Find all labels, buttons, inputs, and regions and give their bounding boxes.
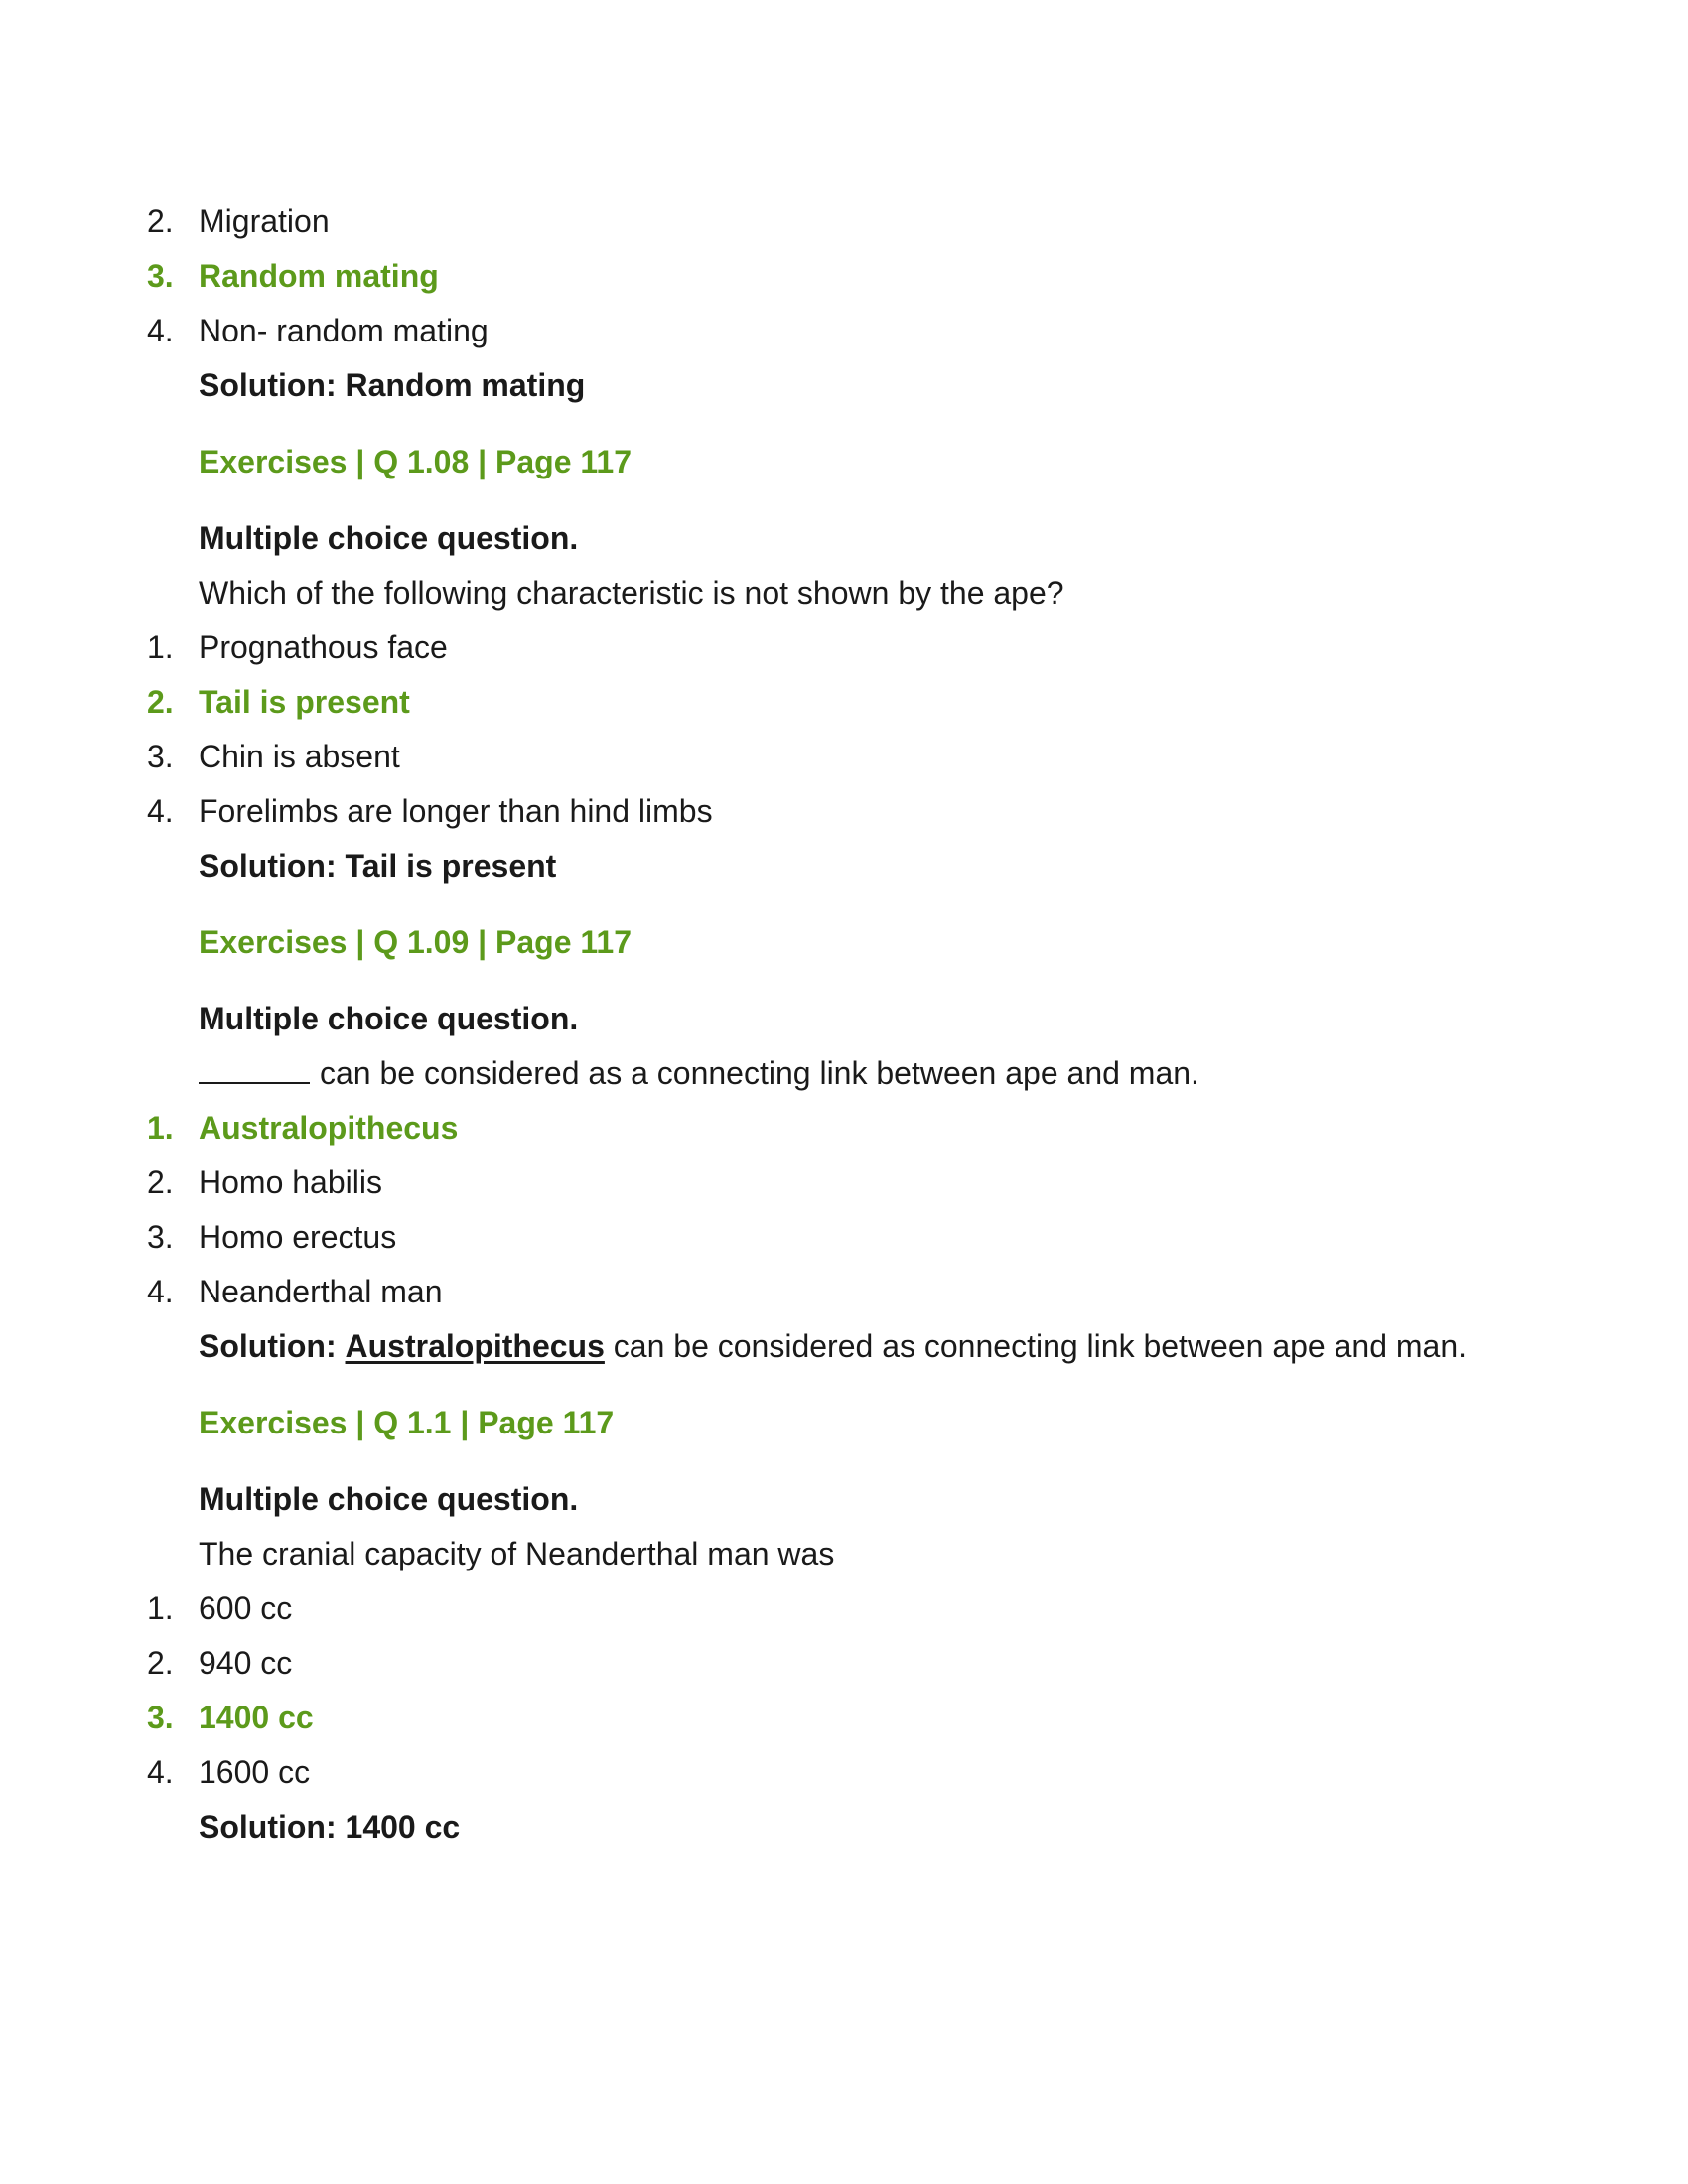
solution-label: Solution: [199,1809,337,1844]
option-item [0,620,1688,675]
option-number: 2. [147,204,174,239]
solution-label: Solution: [199,1328,337,1364]
option-item-correct [0,1101,1688,1156]
option-number: 4. [147,1274,174,1309]
document-page [0,195,1688,1854]
option-item-correct [0,1691,1688,1745]
option-text: Australopithecus [199,1110,459,1146]
option-item [0,1745,1688,1800]
option-item [0,195,1688,249]
option-text: 600 cc [199,1590,293,1626]
prev-question-block [0,195,1688,413]
option-item [0,1265,1688,1319]
option-text: Homo erectus [199,1219,397,1255]
option-text: Forelimbs are longer than hind limbs [199,793,713,829]
option-text: 1600 cc [199,1754,311,1790]
option-text: 1400 cc [199,1700,314,1735]
option-text: 940 cc [199,1645,293,1681]
exercise-heading: Exercises | Q 1.1 | Page 117 [199,1405,615,1440]
solution-line [199,839,1489,893]
question-text [199,1046,1688,1101]
exercise-heading: Exercises | Q 1.09 | Page 117 [199,924,632,960]
option-number: 1. [147,629,174,665]
question-text: The cranial capacity of Neanderthal man was [199,1536,835,1571]
option-item [0,1581,1688,1636]
solution-explanation: can be considered as connecting link between ape and man. [613,1328,1468,1364]
option-item [0,1210,1688,1265]
option-number: 3. [147,1219,174,1255]
option-item [0,1156,1688,1210]
solution-answer: Tail is present [345,848,557,884]
solution-paragraph [199,1319,1489,1374]
question-block-q108 [0,435,1688,893]
fill-in-blank [199,1052,310,1084]
option-number: 2. [147,1645,174,1681]
option-number: 1. [147,1110,174,1146]
option-text: Migration [199,204,330,239]
option-text: Random mating [199,258,439,294]
option-text: Non- random mating [199,313,489,348]
solution-answer: 1400 cc [345,1809,461,1844]
option-number: 3. [147,739,174,774]
question-text: Which of the following characteristic is not shown by the ape? [199,575,1064,611]
solution-label: Solution: [199,367,337,403]
option-item [0,304,1688,358]
option-number: 3. [147,258,174,294]
option-item [0,730,1688,784]
option-text: Prognathous face [199,629,448,665]
option-item-correct [0,249,1688,304]
question-block-q109 [0,915,1688,1374]
option-number: 2. [147,684,174,720]
solution-line [199,358,1489,413]
solution-line [199,1800,1489,1854]
option-text: Neanderthal man [199,1274,443,1309]
question-type-label: Multiple choice question. [199,1001,579,1036]
option-number: 3. [147,1700,174,1735]
solution-answer: Australopithecus [345,1328,605,1364]
option-number: 2. [147,1164,174,1200]
option-item [0,1636,1688,1691]
question-block-q11 [0,1396,1688,1854]
option-number: 1. [147,1590,174,1626]
option-text: Tail is present [199,684,410,720]
option-text: Homo habilis [199,1164,382,1200]
exercise-heading: Exercises | Q 1.08 | Page 117 [199,444,632,479]
question-type-label: Multiple choice question. [199,1481,579,1517]
option-item [0,784,1688,839]
question-rest-text: can be considered as a connecting link between ape and man. [320,1055,1199,1091]
option-item-correct [0,675,1688,730]
option-number: 4. [147,313,174,348]
solution-label: Solution: [199,848,337,884]
solution-answer: Random mating [345,367,586,403]
option-text: Chin is absent [199,739,400,774]
option-number: 4. [147,1754,174,1790]
question-type-label: Multiple choice question. [199,520,579,556]
option-number: 4. [147,793,174,829]
